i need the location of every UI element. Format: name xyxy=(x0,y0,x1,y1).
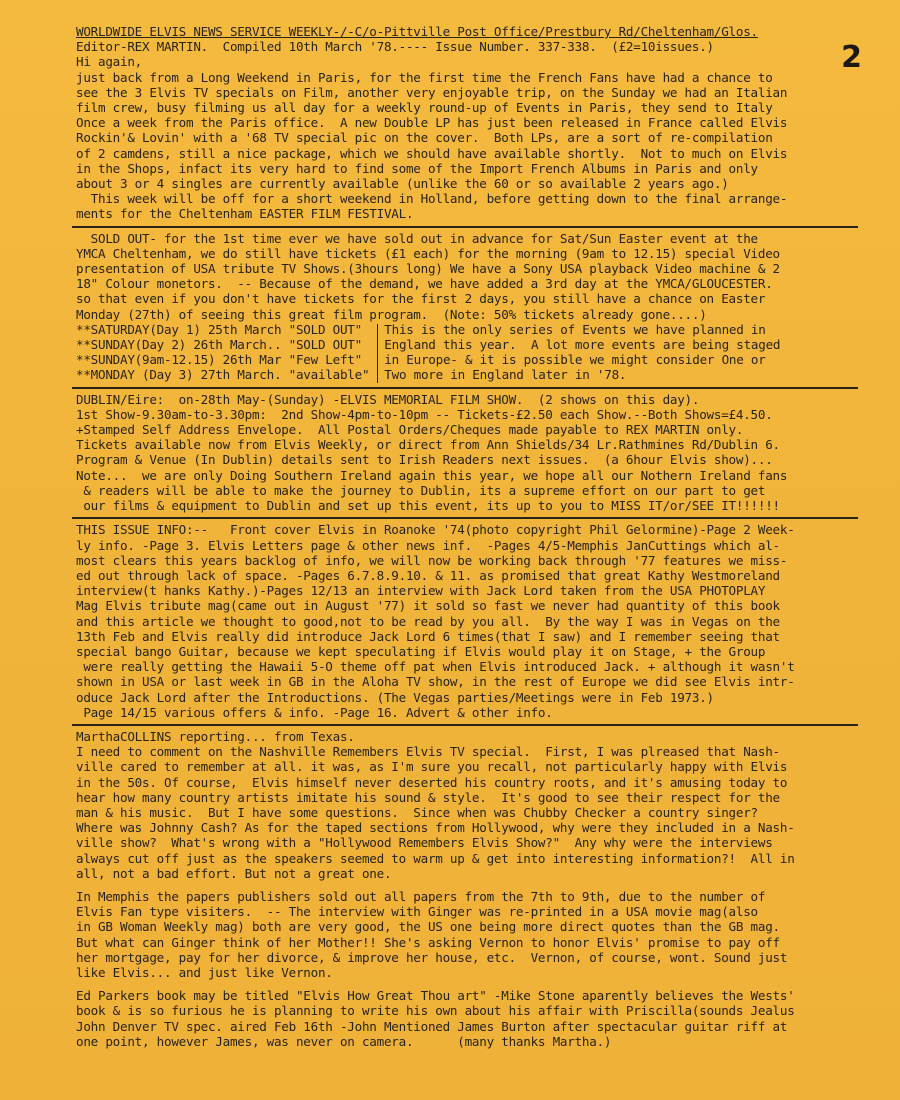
schedule-list xyxy=(76,322,369,383)
text-line: Once a week from the Paris office. A new Double LP has just been released in France called Elvis xyxy=(76,115,788,131)
text-line: & readers will be able to make the journey to Dublin, its a supreme effort on our part to get xyxy=(76,482,766,498)
text-line: 13th Feb and Elvis really did introduce Jack Lord 6 times(that I saw) and I remember seeing that xyxy=(76,628,780,644)
text-line: Mag Elvis tribute mag(came out in August '77) it sold so fast we never had quantity of this book xyxy=(76,598,780,614)
text-line: man & his music. But I have some questions. Since when was Chubby Checker a country singer? xyxy=(76,804,758,820)
text-line: Two more in England later in '78. xyxy=(384,367,627,383)
issue-info-section xyxy=(76,522,870,720)
text-line: +Stamped Self Address Envelope. All Postal Orders/Cheques made payable to REX MARTIN only. xyxy=(76,422,744,438)
text-line: ments for the Cheltenham EASTER FILM FESTIVAL. xyxy=(76,206,414,222)
text-line: all, not a bad effort. But not a great one. xyxy=(76,865,392,881)
schedule-item: **SUNDAY(9am-12.15) 26th Mar "Few Left" xyxy=(76,352,362,368)
text-line: England this year. A lot more events are being staged xyxy=(384,337,781,353)
text-line: film crew, busy filming us all day for a weekly round-up of Events in Paris, they send to Italy xyxy=(76,100,773,116)
text-line: her mortgage, pay for her divorce, & improve her house, etc. Vernon, of course, wont. Sound just xyxy=(76,949,788,965)
text-line: 1st Show-9.30am-to-3.30pm: 2nd Show-4pm-to-10pm -- Tickets-£2.50 each Show.--Both Shows=£4.50. xyxy=(76,406,773,422)
text-line: in Europe- & it is possible we might consider One or xyxy=(384,352,766,368)
text-line: in the 50s. Of course, Elvis himself never deserted his country roots, and it's amusing today to xyxy=(76,774,788,790)
text-line: Hi again, xyxy=(76,54,142,70)
text-line: SOLD OUT- for the 1st time ever we have sold out in advance for Sat/Sun Easter event at the xyxy=(76,230,758,246)
sold-out-section xyxy=(76,231,870,383)
section-divider xyxy=(72,724,858,726)
text-line: YMCA Cheltenham, we do still have tickets (£1 each) for the morning (9am to 12.15) special Video xyxy=(76,245,780,261)
text-line: see the 3 Elvis TV specials on Film, another very enjoyable trip, on the Sunday we had an Italian xyxy=(76,84,788,100)
text-line: Note... we are only Doing Southern Ireland again this year, we hope all our Nothern Ireland fans xyxy=(76,467,788,483)
text-line: were really getting the Hawaii 5-O theme off pat when Elvis introduced Jack. + although it wasn't xyxy=(76,659,795,675)
text-line: ville show? What's wrong with a "Hollywood Remembers Elvis Show?" Any why were the interviews xyxy=(76,835,773,851)
memphis-section xyxy=(76,889,870,980)
text-line: Page 14/15 various offers & info. -Page 16. Advert & other info. xyxy=(76,704,553,720)
event-schedule xyxy=(76,322,870,383)
text-line: one point, however James, was never on camera. (many thanks Martha.) xyxy=(76,1033,612,1049)
text-line: This week will be off for a short weekend in Holland, before getting down to the final arrange- xyxy=(76,191,788,207)
text-line: ville cared to remember at all. it was, as I'm sure you recall, not particularly happy with Elvis xyxy=(76,759,788,775)
text-line: But what can Ginger think of her Mother!! She's asking Vernon to honor Elvis' promise to pay off xyxy=(76,934,780,950)
text-line: Monday (27th) of seeing this great film program. (Note: 50% tickets already gone....) xyxy=(76,306,707,322)
text-line: Program & Venue (In Dublin) details sent to Irish Readers next issues. (a 6hour Elvis show)... xyxy=(76,452,773,468)
text-line: shown in USA or last week in GB in the Aloha TV show, in the rest of Europe we did see Elvis intr- xyxy=(76,674,795,690)
text-line: THIS ISSUE INFO:-- Front cover Elvis in Roanoke '74(photo copyright Phil Gelormine)-Page 2 Week- xyxy=(76,522,795,538)
text-line: just back from a Long Weekend in Paris, for the first time the French Fans have had a chance to xyxy=(76,69,773,85)
page-number: 2 xyxy=(841,40,862,75)
text-line: presentation of USA tribute TV Shows.(3hours long) We have a Sony USA playback Video machine & 2 xyxy=(76,261,780,277)
text-line: In Memphis the papers publishers sold out all papers from the 7th to 9th, due to the number of xyxy=(76,888,766,904)
intro-section xyxy=(76,54,870,221)
masthead xyxy=(76,24,870,54)
text-line: in GB Woman Weekly mag) both are very good, the US one being more direct quotes than the GB mag. xyxy=(76,919,780,935)
section-divider xyxy=(72,387,858,389)
text-line: so that even if you don't have tickets for the first 2 days, you still have a chance on Easter xyxy=(76,291,766,307)
text-line: DUBLIN/Eire: on-28th May-(Sunday) -ELVIS MEMORIAL FILM SHOW. (2 shows on this day). xyxy=(76,391,700,407)
text-line: interview(t hanks Kathy.)-Pages 12/13 an interview with Jack Lord taken from the USA PHOTOPLAY xyxy=(76,583,766,599)
masthead-line: WORLDWIDE ELVIS NEWS SERVICE WEEKLY-/-C/o-Pittville Post Office/Prestbury Rd/Cheltenham/Glos. xyxy=(76,24,758,39)
schedule-note xyxy=(384,322,780,383)
section-divider xyxy=(72,517,858,519)
text-line: special bango Guitar, because we kept speculating if Elvis would play it on Stage, + the Group xyxy=(76,643,766,659)
text-line: book & is so furious he is planning to write his own about his affair with Priscilla(sounds Jealus xyxy=(76,1003,795,1019)
text-line: ly info. -Page 3. Elvis Letters page & other news inf. -Pages 4/5-Memphis JanCuttings which al- xyxy=(76,537,780,553)
text-line: always cut off just as the speakers seemed to warm up & get into interesting information?! All in xyxy=(76,850,795,866)
schedule-item: **SATURDAY(Day 1) 25th March "SOLD OUT" xyxy=(76,321,362,337)
schedule-item: **MONDAY (Day 3) 27th March. "available" xyxy=(76,367,370,383)
text-line: oduce Jack Lord after the Introductions. (The Vegas parties/Meetings were in Feb 1973.) xyxy=(76,689,714,705)
dublin-section xyxy=(76,392,870,514)
martha-section xyxy=(76,729,870,881)
text-line: ed out through lack of space. -Pages 6.7.8.9.10. & 11. as promised that great Kathy Westmoreland xyxy=(76,567,780,583)
text-line: in the Shops, infact its very hard to find some of the Import French Albums in Paris and only xyxy=(76,160,758,176)
text-line: John Denver TV spec. aired Feb 16th -John Mentioned James Burton after spectacular guitar riff at xyxy=(76,1018,788,1034)
text-line: hear how many country artists imitate his sound & style. It's good to see their respect for the xyxy=(76,789,780,805)
text-line: I need to comment on the Nashville Remembers Elvis TV special. First, I was plreased that Nash- xyxy=(76,744,780,760)
text-line: Ed Parkers book may be titled "Elvis How Great Thou art" -Mike Stone aparently believes the Wests' xyxy=(76,988,795,1004)
text-line: Elvis Fan type visiters. -- The interview with Ginger was re-printed in a USA movie mag(also xyxy=(76,904,758,920)
text-line: of 2 camdens, still a nice package, which we should have available shortly. Not to much on Elvis xyxy=(76,145,788,161)
text-line: and this article we thought to good,not to be read by you all. By the way I was in Vegas on the xyxy=(76,613,780,629)
text-line: Where was Johnny Cash? As for the taped sections from Hollywood, why were they included in a Nash- xyxy=(76,820,795,836)
section-divider xyxy=(72,226,858,228)
text-line: our films & equipment to Dublin and set up this event, its up to you to MISS IT/or/SEE IT!!!!!! xyxy=(76,498,780,514)
text-line: like Elvis... and just like Vernon. xyxy=(76,964,333,980)
text-line: 18" Colour monetors. -- Because of the demand, we have added a 3rd day at the YMCA/GLOUCESTER. xyxy=(76,276,773,292)
text-line: This is the only series of Events we have planned in xyxy=(384,321,766,337)
schedule-item: **SUNDAY(Day 2) 26th March.. "SOLD OUT" xyxy=(76,337,362,353)
text-line: Tickets available now from Elvis Weekly, or direct from Ann Shields/34 Lr.Rathmines Rd/Dublin 6. xyxy=(76,437,780,453)
masthead-line: Editor-REX MARTIN. Compiled 10th March '78.---- Issue Number. 337-338. (£2=10issues.) xyxy=(76,39,714,55)
text-line: Rockin'& Lovin' with a '68 TV special pic on the cover. Both LPs, are a sort of re-compilation xyxy=(76,130,773,146)
schedule-divider xyxy=(377,324,378,383)
text-line: about 3 or 4 singles are currently available (unlike the 60 or so available 2 years ago.) xyxy=(76,176,729,192)
text-line: most clears this years backlog of info, we will now be working back through '77 features we miss- xyxy=(76,552,788,568)
closing-section xyxy=(76,988,870,1049)
section-heading: MarthaCOLLINS reporting... from Texas. xyxy=(76,728,355,744)
